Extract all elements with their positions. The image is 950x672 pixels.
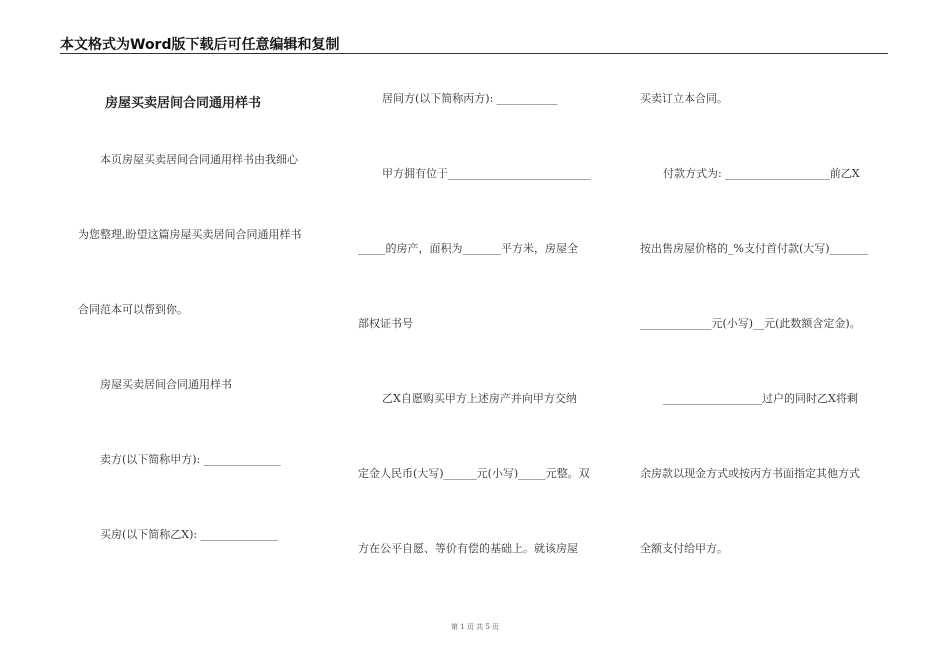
text-line: 乙X自愿购买甲方上述房产并向甲方交纳 xyxy=(382,392,577,405)
text-line: 买房(以下简称乙X): ______________ xyxy=(100,528,278,541)
text-line: 合同范本可以帮到你。 xyxy=(78,303,188,316)
text-line: 为您整理,盼望这篇房屋买卖居间合同通用样书 xyxy=(78,228,302,241)
text-line: 按出售房屋价格的_%支付首付款(大写)_______ xyxy=(640,242,869,255)
text-line: 房屋买卖居间合同通用样书 xyxy=(100,378,232,391)
text-line: 部权证书号 xyxy=(358,317,413,330)
header-divider xyxy=(60,53,888,54)
text-line: 卖方(以下简称甲方): ______________ xyxy=(100,453,281,466)
text-line: _____的房产，面积为_______平方米，房屋全 xyxy=(358,242,578,255)
text-line: __________________过户的同时乙X将剩 xyxy=(663,392,858,405)
text-line: 全额支付给甲方。 xyxy=(640,542,728,555)
text-line: 本页房屋买卖居间合同通用样书由我细心 xyxy=(100,153,298,166)
text-line: 余房款以现金方式或按丙方书面指定其他方式 xyxy=(640,467,860,480)
text-line: 方在公平自愿、等价有偿的基础上。就该房屋 xyxy=(358,542,578,555)
text-line: 买卖订立本合同。 xyxy=(640,92,728,105)
document-header: 本文格式为Word版下载后可任意编辑和复制 xyxy=(60,37,340,53)
page-number: 第 1 页 共 5 页 xyxy=(450,623,500,631)
text-line: _____________元(小写)__元(此数额含定金)。 xyxy=(640,317,861,330)
text-line: 定金人民币(大写)______元(小写)_____元整。双 xyxy=(358,467,590,480)
text-line: 居间方(以下简称丙方): ___________ xyxy=(382,92,558,105)
document-title: 房屋买卖居间合同通用样书 xyxy=(105,96,262,111)
text-line: 甲方拥有位于__________________________ xyxy=(382,167,591,180)
text-line: 付款方式为: ___________________前乙X xyxy=(663,167,860,180)
